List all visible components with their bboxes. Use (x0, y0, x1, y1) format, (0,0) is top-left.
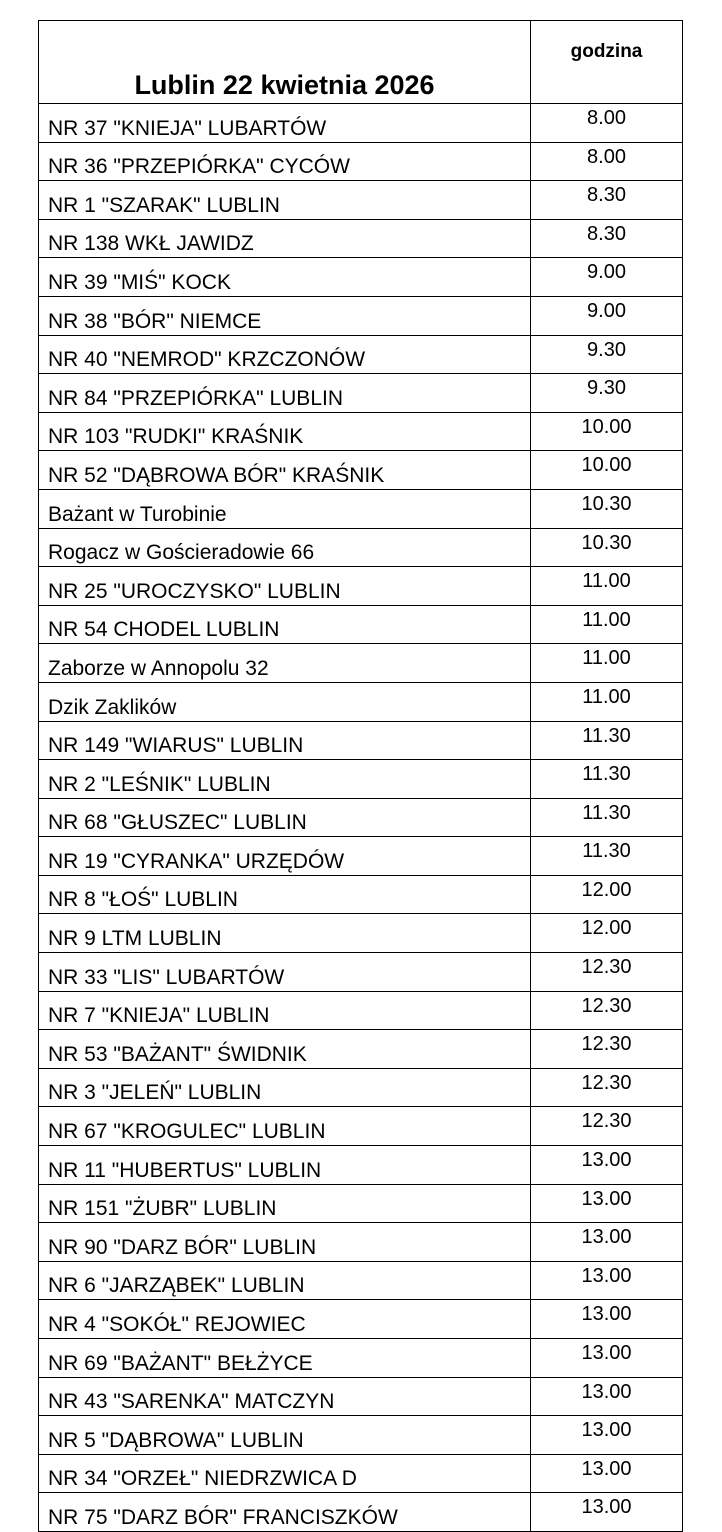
hour-cell: 10.30 (531, 528, 683, 567)
table-row (39, 1184, 683, 1223)
hour-cell: 13.00 (531, 1223, 683, 1262)
table-row (39, 258, 683, 297)
club-name-cell: NR 19 "CYRANKA" URZĘDÓW (39, 837, 531, 876)
club-name-cell: Dzik Zaklików (39, 682, 531, 721)
table-row (39, 914, 683, 953)
table-row (39, 1030, 683, 1069)
table-row (39, 1493, 683, 1532)
club-name-cell: NR 9 LTM LUBLIN (39, 914, 531, 953)
table-row (39, 798, 683, 837)
club-name-cell: Bażant w Turobinie (39, 489, 531, 528)
schedule-body (39, 21, 683, 1532)
club-name-cell: NR 8 "ŁOŚ" LUBLIN (39, 875, 531, 914)
club-name-cell: NR 1 "SZARAK" LUBLIN (39, 181, 531, 220)
club-name-cell: NR 7 "KNIEJA" LUBLIN (39, 991, 531, 1030)
table-row (39, 991, 683, 1030)
table-row (39, 1223, 683, 1262)
hour-cell: 13.00 (531, 1261, 683, 1300)
hour-column-header: godzina (531, 21, 683, 104)
club-name-cell: NR 67 "KROGULEC" LUBLIN (39, 1107, 531, 1146)
hour-cell: 11.00 (531, 605, 683, 644)
club-name-cell: NR 38 "BÓR" NIEMCE (39, 296, 531, 335)
table-row (39, 142, 683, 181)
hour-cell: 13.00 (531, 1146, 683, 1185)
header-row (39, 21, 683, 104)
hour-cell: 13.00 (531, 1339, 683, 1378)
table-row (39, 1261, 683, 1300)
hour-cell: 9.00 (531, 296, 683, 335)
hour-cell: 11.30 (531, 760, 683, 799)
table-row (39, 760, 683, 799)
hour-cell: 11.00 (531, 567, 683, 606)
table-row (39, 1068, 683, 1107)
hour-cell: 12.00 (531, 914, 683, 953)
hour-cell: 12.30 (531, 1030, 683, 1069)
table-row (39, 412, 683, 451)
club-name-cell: NR 149 "WIARUS" LUBLIN (39, 721, 531, 760)
table-row (39, 567, 683, 606)
hour-cell: 13.00 (531, 1377, 683, 1416)
hour-cell: 13.00 (531, 1184, 683, 1223)
table-row (39, 875, 683, 914)
club-name-cell: NR 54 CHODEL LUBLIN (39, 605, 531, 644)
club-name-cell: NR 33 "LIS" LUBARTÓW (39, 953, 531, 992)
club-name-cell: NR 6 "JARZĄBEK" LUBLIN (39, 1261, 531, 1300)
hour-cell: 12.30 (531, 1107, 683, 1146)
club-name-cell: NR 3 "JELEŃ" LUBLIN (39, 1068, 531, 1107)
hour-cell: 10.00 (531, 412, 683, 451)
table-row (39, 953, 683, 992)
hour-cell: 13.00 (531, 1493, 683, 1532)
hour-cell: 12.30 (531, 1068, 683, 1107)
hour-cell: 10.30 (531, 489, 683, 528)
table-row (39, 489, 683, 528)
hour-cell: 10.00 (531, 451, 683, 490)
hour-cell: 11.30 (531, 721, 683, 760)
club-name-cell: NR 37 "KNIEJA" LUBARTÓW (39, 104, 531, 143)
hour-cell: 12.00 (531, 875, 683, 914)
club-name-cell: NR 69 "BAŻANT" BEŁŻYCE (39, 1339, 531, 1378)
table-row (39, 1146, 683, 1185)
table-row (39, 219, 683, 258)
table-row (39, 1454, 683, 1493)
club-name-cell: NR 25 "UROCZYSKO" LUBLIN (39, 567, 531, 606)
club-name-cell: NR 34 "ORZEŁ" NIEDRZWICA D (39, 1454, 531, 1493)
club-name-cell: NR 36 "PRZEPIÓRKA" CYCÓW (39, 142, 531, 181)
table-row (39, 1339, 683, 1378)
hour-cell: 12.30 (531, 991, 683, 1030)
hour-cell: 11.00 (531, 644, 683, 683)
club-name-cell: NR 138 WKŁ JAWIDZ (39, 219, 531, 258)
hour-cell: 9.00 (531, 258, 683, 297)
club-name-cell: Rogacz w Gościeradowie 66 (39, 528, 531, 567)
club-name-cell: NR 84 "PRZEPIÓRKA" LUBLIN (39, 374, 531, 413)
table-row (39, 1377, 683, 1416)
club-name-cell: Zaborze w Annopolu 32 (39, 644, 531, 683)
club-name-cell: NR 68 "GŁUSZEC" LUBLIN (39, 798, 531, 837)
hour-cell: 9.30 (531, 335, 683, 374)
table-row (39, 644, 683, 683)
hour-cell: 9.30 (531, 374, 683, 413)
hour-cell: 13.00 (531, 1454, 683, 1493)
hour-cell: 12.30 (531, 953, 683, 992)
club-name-cell: NR 43 "SARENKA" MATCZYN (39, 1377, 531, 1416)
table-row (39, 335, 683, 374)
club-name-cell: NR 90 "DARZ BÓR" LUBLIN (39, 1223, 531, 1262)
table-row (39, 837, 683, 876)
club-name-cell: NR 53 "BAŻANT" ŚWIDNIK (39, 1030, 531, 1069)
hour-cell: 8.00 (531, 142, 683, 181)
table-row (39, 1300, 683, 1339)
table-row (39, 181, 683, 220)
table-row (39, 1416, 683, 1455)
club-name-cell: NR 103 "RUDKI" KRAŚNIK (39, 412, 531, 451)
club-name-cell: NR 39 "MIŚ" KOCK (39, 258, 531, 297)
hour-cell: 11.30 (531, 798, 683, 837)
table-row (39, 605, 683, 644)
club-name-cell: NR 52 "DĄBROWA BÓR" KRAŚNIK (39, 451, 531, 490)
hour-cell: 13.00 (531, 1300, 683, 1339)
table-row (39, 721, 683, 760)
table-row (39, 296, 683, 335)
hour-cell: 8.00 (531, 104, 683, 143)
schedule-table (38, 20, 683, 1532)
hour-cell: 11.30 (531, 837, 683, 876)
table-row (39, 374, 683, 413)
club-name-cell: NR 75 "DARZ BÓR" FRANCISZKÓW (39, 1493, 531, 1532)
hour-cell: 8.30 (531, 181, 683, 220)
table-row (39, 528, 683, 567)
club-name-cell: NR 4 "SOKÓŁ" REJOWIEC (39, 1300, 531, 1339)
club-name-cell: NR 5 "DĄBROWA" LUBLIN (39, 1416, 531, 1455)
table-row (39, 1107, 683, 1146)
table-row (39, 104, 683, 143)
hour-cell: 13.00 (531, 1416, 683, 1455)
club-name-cell: NR 40 "NEMROD" KRZCZONÓW (39, 335, 531, 374)
table-row (39, 682, 683, 721)
club-name-cell: NR 2 "LEŚNIK" LUBLIN (39, 760, 531, 799)
club-name-cell: NR 151 "ŻUBR" LUBLIN (39, 1184, 531, 1223)
hour-cell: 11.00 (531, 682, 683, 721)
club-name-cell: NR 11 "HUBERTUS" LUBLIN (39, 1146, 531, 1185)
page-title: Lublin 22 kwietnia 2026 (39, 21, 531, 104)
hour-cell: 8.30 (531, 219, 683, 258)
table-row (39, 451, 683, 490)
